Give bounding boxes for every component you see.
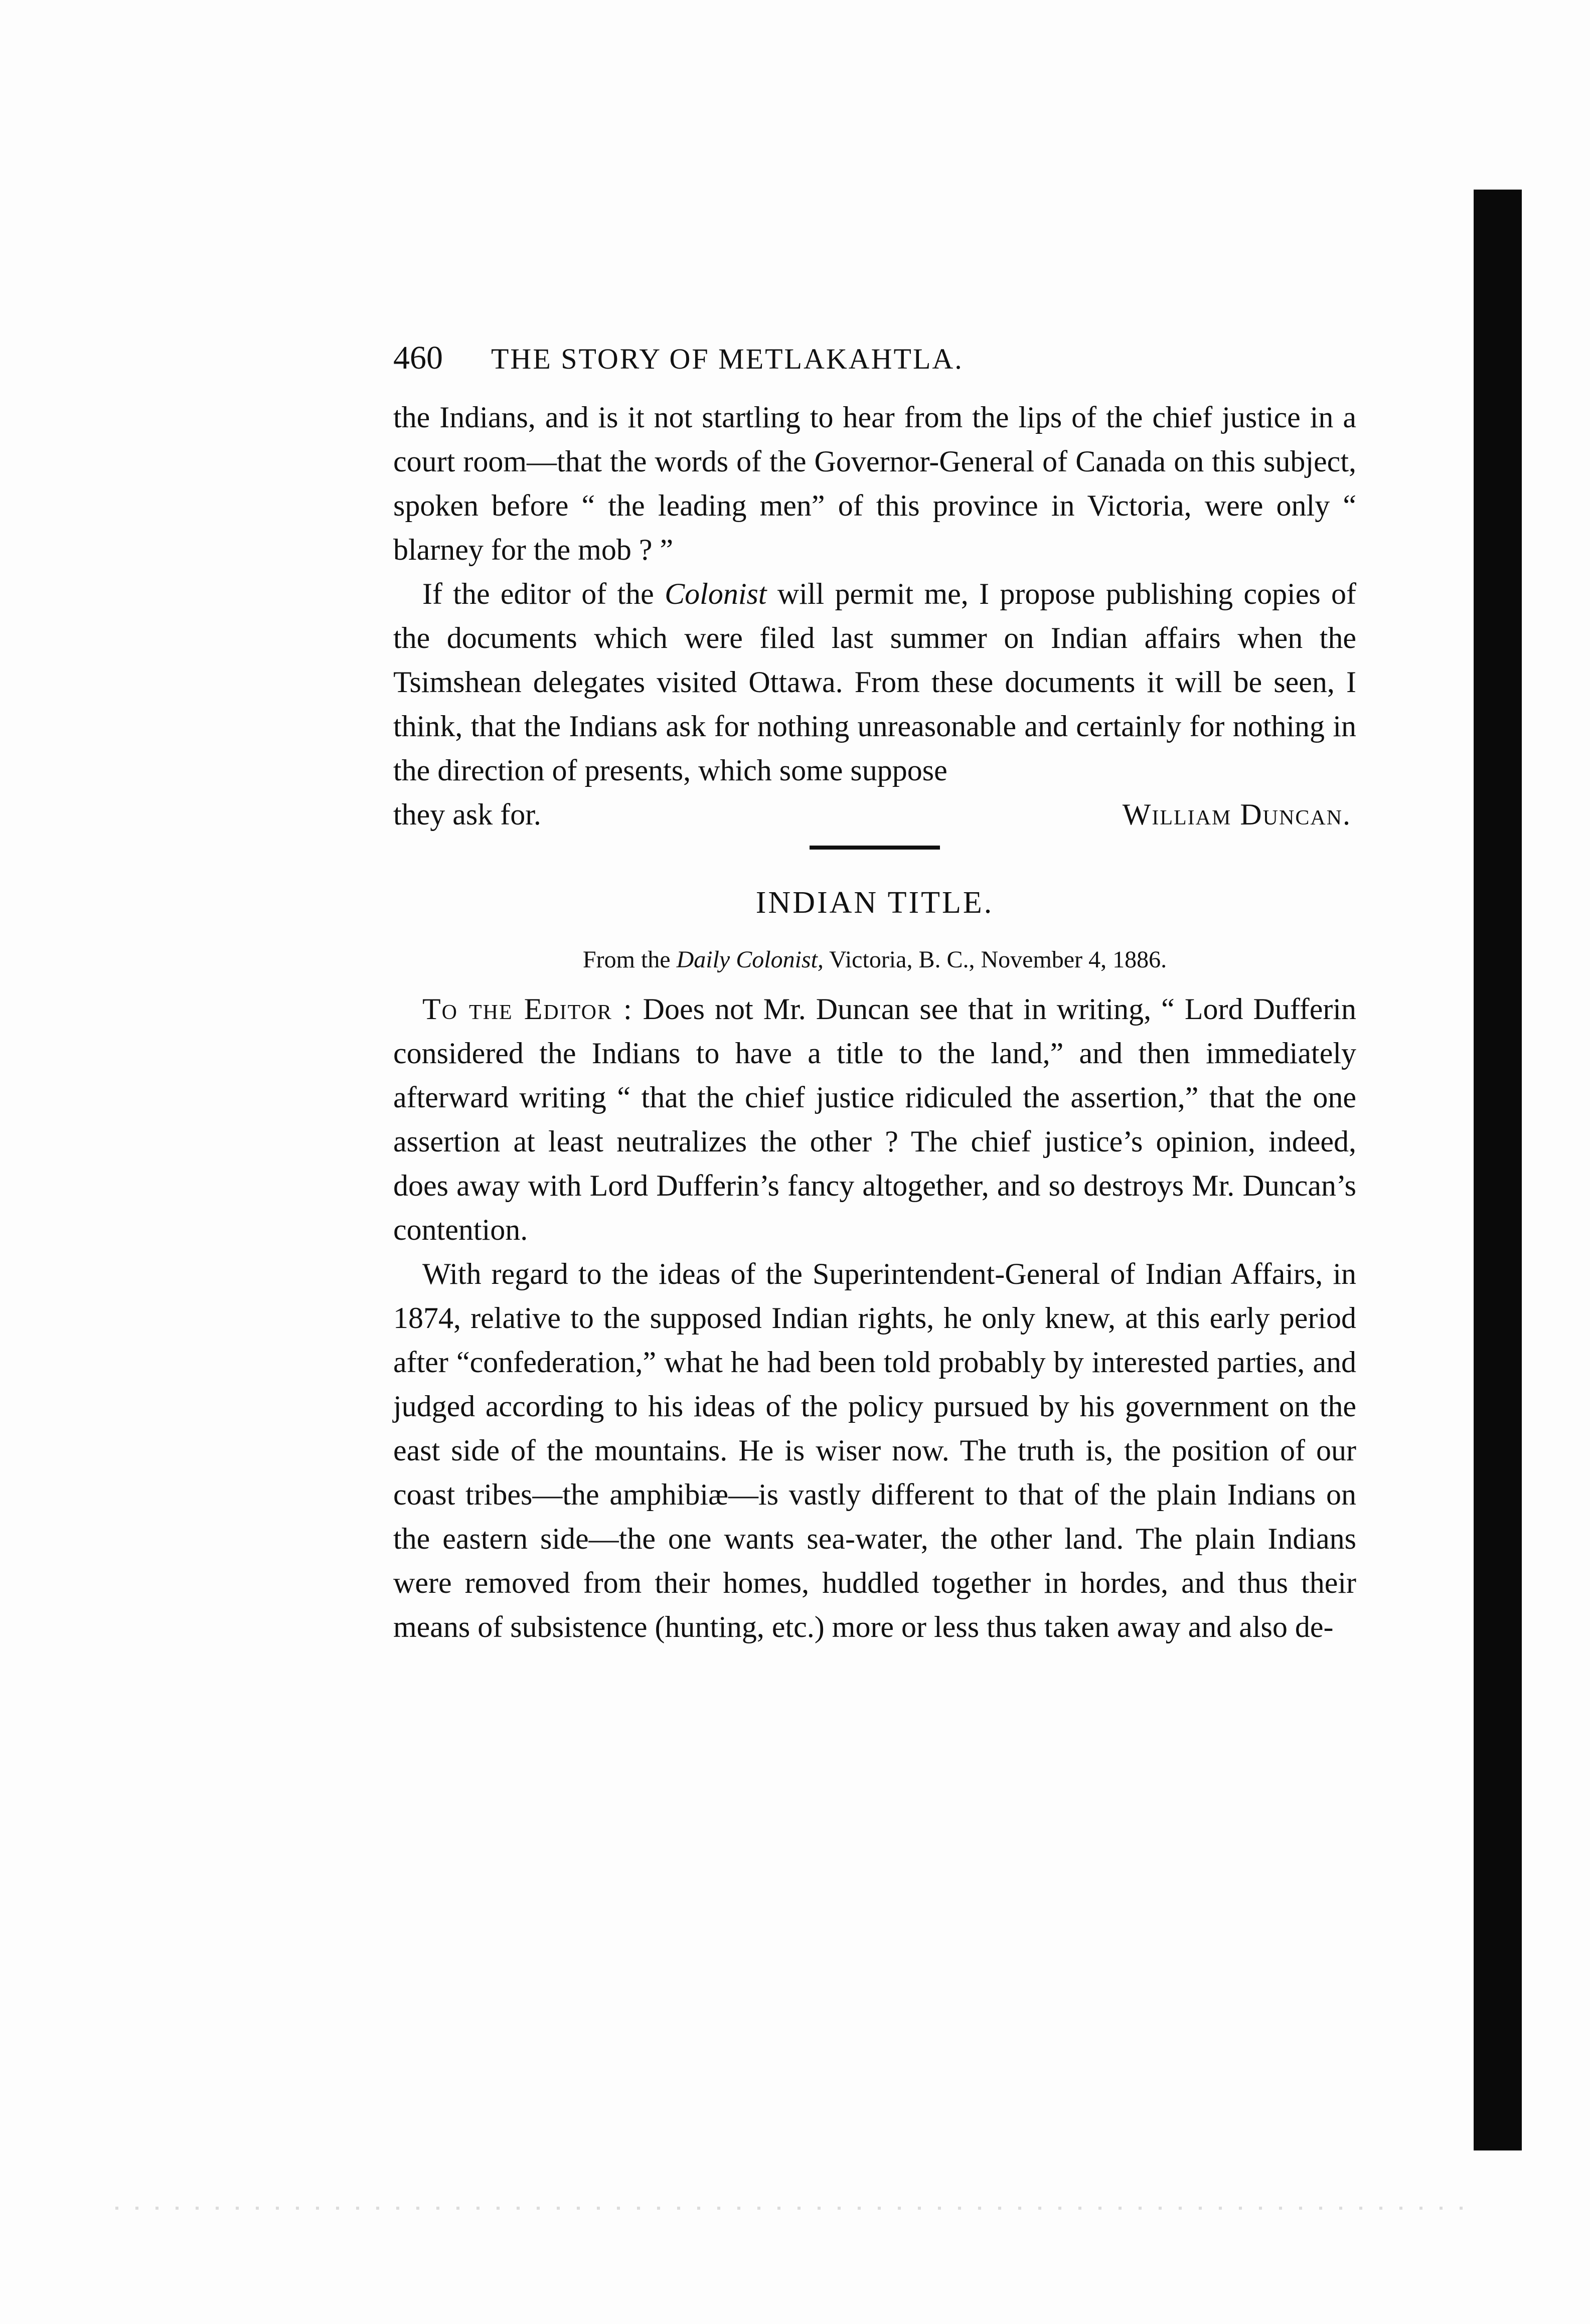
running-head — [393, 339, 1356, 395]
letter2-paragraph-1-text: Does not Mr. Duncan see that in writing, “ Lord Dufferin considered the Indians to have a title to the land,” and then immediately afterward writing “ that the chief justice ridiculed the assertion,” that the one assertion at least neutralizes the other ? The chief justice’s opinion, indeed, does away with Lord Dufferin’s fancy altogether, and so destroys Mr. Duncan’s contention. — [393, 992, 1356, 1246]
source-newspaper: Daily Colonist, — [676, 946, 824, 973]
scan-edge-bar — [1474, 190, 1522, 2150]
letter2-paragraph-2: With regard to the ideas of the Superintendent-General of Indian Affairs, in 1874, relative to the supposed Indian rights, he only knew, at this early period after “confederation,” what he had been told probably by interested parties, and judged according to his ideas of the policy pursued by his government on the east side of the mountains. He is wiser now. The truth is, the position of our coast tribes—the amphibiæ—is vastly different to that of the plain Indians on the eastern side—the one wants sea-water, the other land. The plain Indians were removed from their homes, huddled together in hordes, and thus their means of subsistence (hunting, etc.) more or less thus taken away and also de- — [393, 1257, 1356, 1643]
letter1-paragraph-2 — [393, 572, 1356, 792]
section-divider — [810, 846, 940, 850]
closing-text: they ask for. — [393, 798, 541, 831]
page-text — [393, 339, 1356, 1649]
salutation: To the Editor : — [422, 992, 633, 1026]
source-line — [393, 942, 1356, 978]
source-suffix: Victoria, B. C., November 4, 1886. — [823, 946, 1167, 973]
running-title: THE STORY OF METLAKAHTLA. — [491, 343, 964, 375]
letter2-paragraph-1 — [393, 987, 1356, 1252]
letter1-paragraph-1: the Indians, and is it not startling to hear from the lips of the chief justice in a court room—that the words of the Governor-General of Canada on this subject, spoken before “ the leading men” of this province in Victoria, were only “ blarney for the mob ? ” — [393, 401, 1356, 566]
scan-noise — [115, 2207, 1470, 2210]
signature-line — [393, 792, 1356, 837]
letter1-paragraph-2-start: If the editor of the — [422, 577, 665, 610]
page-number: 460 — [393, 340, 443, 376]
signature: William Duncan. — [1122, 798, 1351, 831]
section-title: INDIAN TITLE. — [755, 886, 994, 920]
letter1-paragraph-2-rest: will permit me, I propose publishing copies of the documents which were filed last summer on Indian affairs when the Tsimshean delegates visited Ottawa. From these documents it will be seen, I think, that the Indians ask for nothing unreasonable and certainly for nothing in the direction of presents, which some suppose — [393, 577, 1357, 787]
source-prefix: From the — [582, 946, 677, 973]
newspaper-name: Colonist — [665, 577, 767, 610]
